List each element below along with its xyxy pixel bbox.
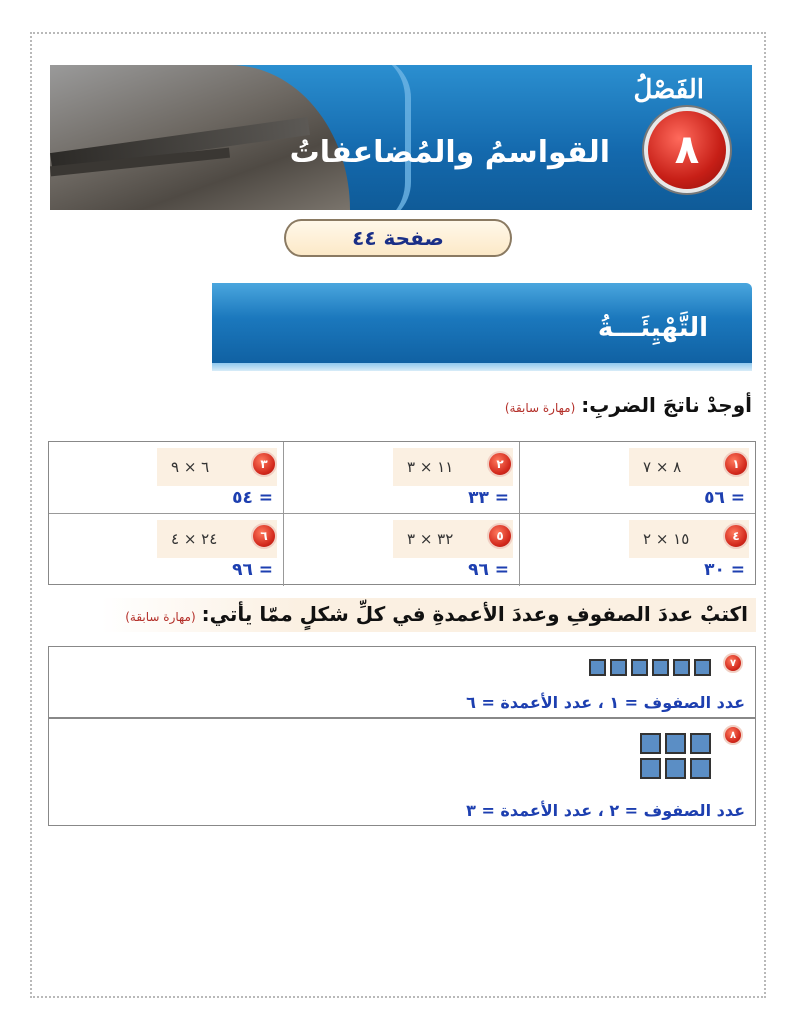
- array-square: [610, 659, 627, 676]
- grid-divider: [519, 442, 520, 586]
- square-array: [640, 733, 711, 779]
- square-array: [589, 659, 711, 676]
- array-square: [673, 659, 690, 676]
- instruction-text: أوجدْ ناتجَ الضربِ:: [581, 393, 752, 417]
- problem-expression: ٨ × ٧: [629, 448, 749, 486]
- instruction-note: (مهارة سابقة): [125, 610, 196, 624]
- problem-answer: = ٣٣: [468, 488, 509, 508]
- problem-expression: ١٥ × ٢: [629, 520, 749, 558]
- problem-number-badge: ٣: [251, 451, 277, 477]
- instruction-note: (مهارة سابقة): [504, 401, 576, 415]
- chapter-label: الفَصْلُ: [633, 75, 704, 105]
- problem-number-badge: ١: [723, 451, 749, 477]
- chapter-number-badge: ٨: [644, 107, 730, 193]
- array-question: [48, 718, 756, 826]
- problem-expression: ٣٢ × ٣: [393, 520, 513, 558]
- problem-number-badge: ٢: [487, 451, 513, 477]
- question-number-badge: ٧: [723, 653, 743, 673]
- chapter-banner: [50, 65, 752, 210]
- instruction-rows-cols: [101, 598, 756, 632]
- array-question: [48, 646, 756, 718]
- problem-cell: [283, 514, 519, 586]
- section-title: التَّهْيِئَـــةُ: [597, 313, 708, 343]
- array-square: [690, 758, 711, 779]
- problem-answer: = ٥٤: [232, 488, 273, 508]
- problem-expression: ١١ × ٣: [393, 448, 513, 486]
- problem-cell: [519, 514, 755, 586]
- array-square: [690, 733, 711, 754]
- problem-answer: = ٥٦: [704, 488, 745, 508]
- problem-cell: [283, 442, 519, 514]
- multiplication-grid: [48, 441, 756, 585]
- array-answer: عدد الصفوف = ٢ ، عدد الأعمدة = ٣: [466, 801, 745, 820]
- problem-cell: [519, 442, 755, 514]
- problem-answer: = ٩٦: [468, 560, 509, 580]
- chapter-title: القواسمُ والمُضاعفاتُ: [289, 135, 610, 170]
- grid-divider: [283, 442, 284, 586]
- instruction-text: اكتبْ عددَ الصفوفِ وعددَ الأعمدةِ في كلِّ شكلٍ ممّا يأتي:: [201, 602, 748, 626]
- array-square: [589, 659, 606, 676]
- section-bar: [212, 283, 752, 371]
- array-square: [631, 659, 648, 676]
- problem-cell: [47, 514, 283, 586]
- problem-number-badge: ٥: [487, 523, 513, 549]
- array-square: [665, 758, 686, 779]
- problem-cell: [47, 442, 283, 514]
- problem-expression: ٢٤ × ٤: [157, 520, 277, 558]
- array-square: [652, 659, 669, 676]
- problem-answer: = ٣٠: [704, 560, 745, 580]
- array-square: [640, 758, 661, 779]
- array-square: [640, 733, 661, 754]
- grid-divider: [49, 513, 755, 514]
- problem-expression: ٦ × ٩: [157, 448, 277, 486]
- problem-number-badge: ٤: [723, 523, 749, 549]
- array-square: [665, 733, 686, 754]
- instruction-multiply: [505, 393, 752, 417]
- question-number-badge: ٨: [723, 725, 743, 745]
- page-label: صفحة ٤٤: [284, 219, 512, 257]
- problem-number-badge: ٦: [251, 523, 277, 549]
- array-square: [694, 659, 711, 676]
- array-answer: عدد الصفوف = ١ ، عدد الأعمدة = ٦: [466, 693, 745, 712]
- problem-answer: = ٩٦: [232, 560, 273, 580]
